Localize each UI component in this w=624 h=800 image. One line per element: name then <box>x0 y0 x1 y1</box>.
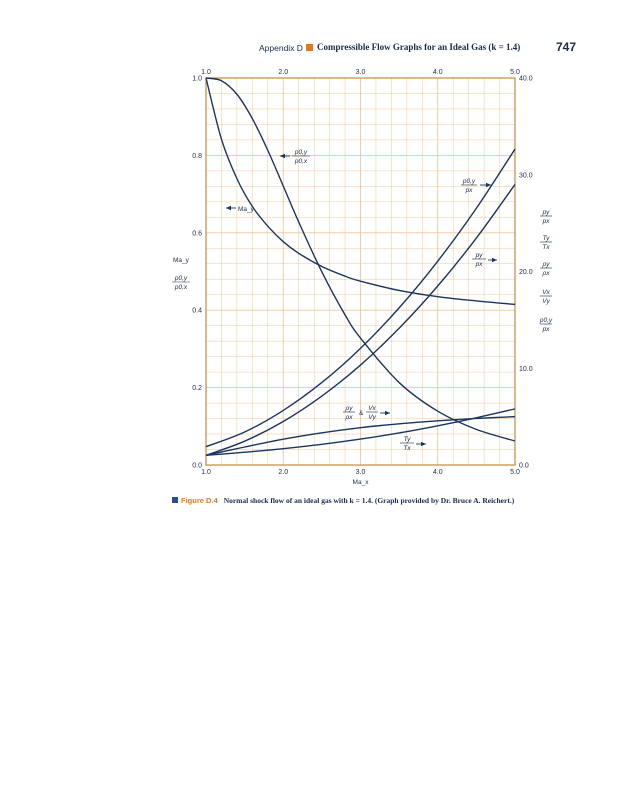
y-left-tick-label: 1.0 <box>192 75 202 83</box>
y-right-tick-label: 10.0 <box>519 365 533 373</box>
y-right-label-1-numerator: Ty <box>542 235 550 242</box>
y-right-tick-label: 0.0 <box>519 462 529 470</box>
x-tick-label-top: 5.0 <box>510 69 520 76</box>
y-left-tick-label: 0.8 <box>192 152 202 160</box>
annotation-may-label: Ma_y <box>238 206 254 213</box>
annotation-py-px-numerator: py <box>475 252 483 259</box>
annotation-may-arrow-head <box>226 206 231 211</box>
y-right-label-0-denominator: px <box>542 218 550 225</box>
x-tick-label-bottom: 1.0 <box>201 469 211 476</box>
caption-text: Normal shock flow of an ideal gas with k = 1.4. (Graph provided by Dr. Bruce A. Reichert.) <box>223 496 515 505</box>
annotation-vel-numerator: Vx <box>368 405 376 412</box>
x-tick-label-bottom: 4.0 <box>432 469 443 476</box>
header-appendix: Appendix D <box>259 43 303 53</box>
page-number: 747 <box>556 40 577 54</box>
header-title: Compressible Flow Graphs for an Ideal Gas (k = 1.4) <box>317 42 521 52</box>
x-tick-label-top: 4.0 <box>432 69 443 76</box>
y-left-tick-label: 0.4 <box>192 307 202 315</box>
caption-label: Figure D.4 <box>181 496 218 505</box>
chart-axis-labels <box>173 257 369 486</box>
annotation-py-px-denominator: px <box>475 261 483 268</box>
x-tick-label-bottom: 2.0 <box>278 469 289 476</box>
annotation-vel-denominator: Vy <box>368 414 376 421</box>
annotation-p0y-p0x-arrow-head <box>280 154 285 159</box>
annotation-ty-tx-arrow-head <box>421 442 426 447</box>
annotation-rho-denominator: ρx <box>345 414 353 421</box>
x-tick-label-top: 2.0 <box>278 69 289 76</box>
y-left-tick-label: 0.0 <box>192 462 202 470</box>
annotation-rho-v-arrow-head <box>385 411 390 416</box>
annotation-p0y-p0x-numerator: p0,y <box>294 149 308 156</box>
x-tick-label-top: 1.0 <box>201 69 211 76</box>
caption-square-icon <box>172 497 178 503</box>
x-tick-label-bottom: 3.0 <box>355 469 366 476</box>
y-right-label-2-denominator: ρx <box>542 270 550 277</box>
annotation-py-px-arrow-head <box>492 258 497 263</box>
annotation-ty-tx-denominator: Tx <box>403 445 411 452</box>
y-left-tick-label: 0.6 <box>192 230 202 238</box>
figure-caption <box>172 495 532 506</box>
y-right-label-2-numerator: ρy <box>542 261 550 268</box>
annotation-rho-numerator: ρy <box>345 405 353 412</box>
x-axis-label: Ma_x <box>352 479 369 486</box>
annotation-p0y-px-denominator: px <box>465 187 473 194</box>
annotation-p0y-px-numerator: p0,y <box>462 178 476 185</box>
annotation-p0y-p0x-denominator: p0,x <box>294 158 308 165</box>
y-left-label-may: Ma_y <box>173 257 189 264</box>
y-left-label-p0ratio-denominator: p0,x <box>174 284 188 291</box>
y-right-tick-label: 20.0 <box>519 269 533 276</box>
x-tick-label-top: 3.0 <box>355 69 366 76</box>
y-left-tick-label: 0.2 <box>192 385 202 393</box>
y-right-label-4-denominator: px <box>542 326 550 333</box>
y-right-label-1-denominator: Tx <box>542 244 550 251</box>
y-left-label-p0ratio-numerator: p0,y <box>174 275 188 282</box>
annotation-rho-v-join: & <box>359 410 364 417</box>
y-right-label-3-denominator: Vy <box>542 298 550 305</box>
x-tick-label-bottom: 5.0 <box>510 469 520 476</box>
annotation-ty-tx-numerator: Ty <box>403 436 411 443</box>
chart-grid <box>206 78 515 465</box>
y-right-tick-label: 40.0 <box>519 75 533 83</box>
y-right-label-3-numerator: Vx <box>542 289 550 296</box>
chart-annotations <box>172 149 553 452</box>
y-right-label-4-numerator: p0,y <box>539 317 553 324</box>
y-right-label-0-numerator: py <box>542 209 550 216</box>
y-right-tick-label: 30.0 <box>519 172 533 180</box>
